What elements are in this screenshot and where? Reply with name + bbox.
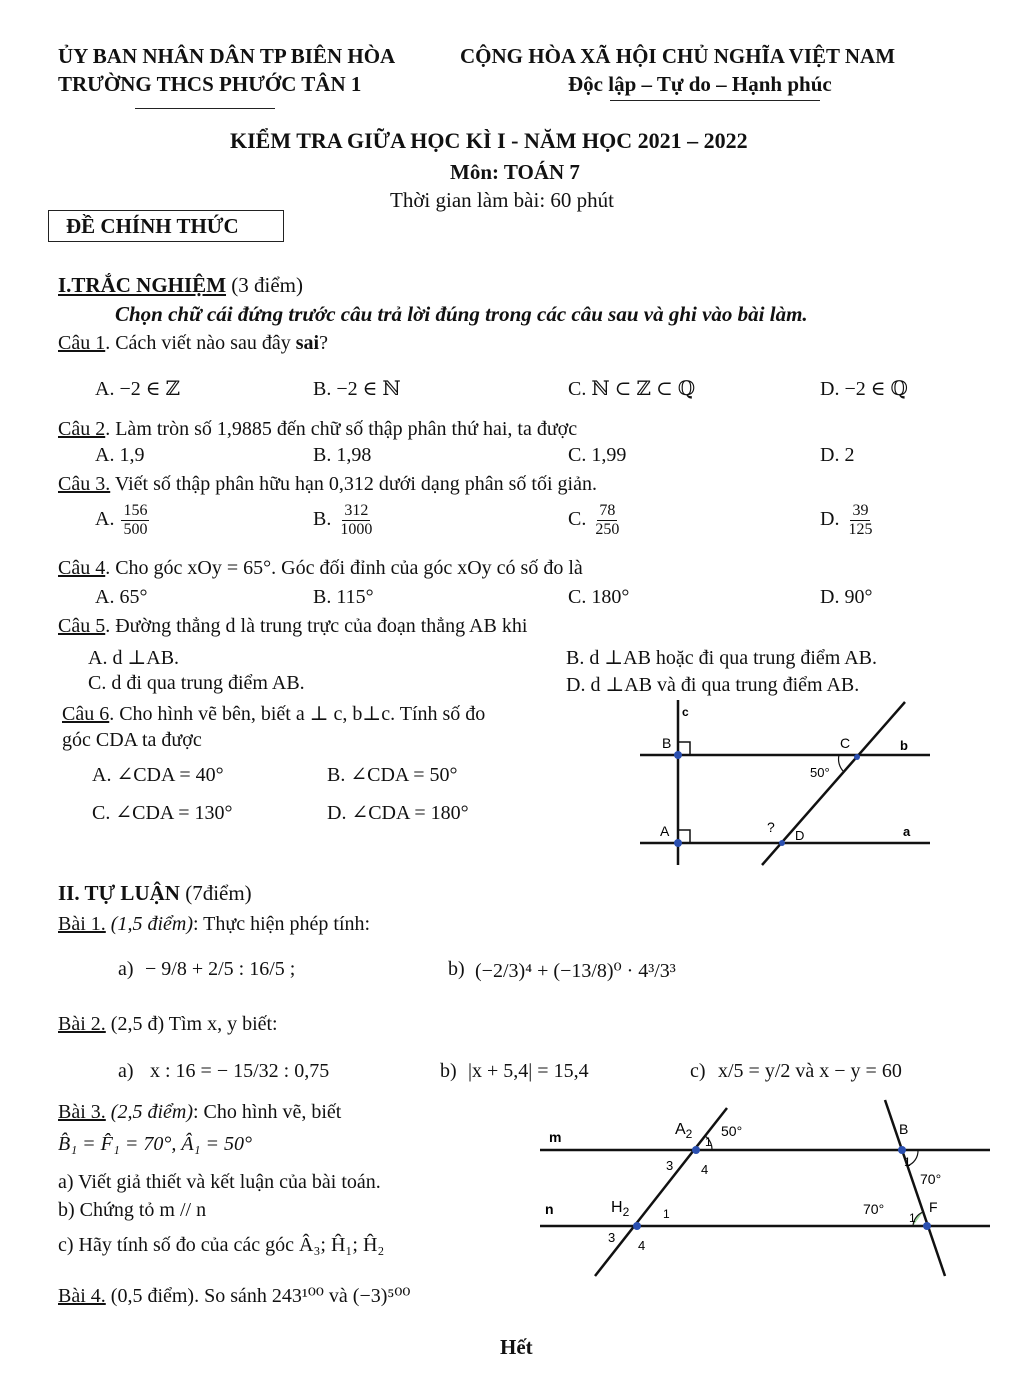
label-b: b: [900, 738, 908, 753]
q6-option-b: B. ∠CDA = 50°: [327, 764, 458, 786]
q3-a-den: 500: [123, 521, 148, 538]
q3-c-den: 250: [595, 521, 620, 538]
q1-option-d: D. −2 ∈ ℚ: [820, 378, 908, 400]
q1-option-b: B. −2 ∈ ℕ: [313, 378, 401, 400]
q2-option-b: B. 1,98: [313, 444, 372, 466]
header-right-underline: [610, 100, 820, 101]
part2-heading-text: II. TỰ LUẬN: [58, 881, 180, 905]
bai3-c: c) Hãy tính số đo của các góc Â₃; Ĥ₁; Ĥ₂: [58, 1234, 385, 1256]
q3-b-den: 1000: [340, 521, 373, 538]
q3-label: Câu 3.: [58, 473, 111, 495]
label-F: F: [929, 1199, 938, 1215]
official-label: ĐỀ CHÍNH THỨC: [66, 214, 239, 238]
q3-d-label: D.: [820, 508, 840, 531]
label-m: m: [549, 1129, 562, 1145]
bai3-text: : Cho hình vẽ, biết: [192, 1101, 342, 1123]
bai3-score: (2,5 điểm): [105, 1101, 193, 1123]
q3-d-num: 39: [852, 502, 869, 519]
label-B-angle1: 1: [904, 1155, 911, 1169]
label-c: c: [682, 705, 689, 719]
point-C: [854, 754, 860, 760]
label-a: a: [903, 824, 911, 839]
label-question: ?: [767, 819, 775, 835]
exam-title: KIỂM TRA GIỮA HỌC KÌ I - NĂM HỌC 2021 – 2022: [230, 128, 748, 153]
label-n: n: [545, 1201, 554, 1217]
bai3-b: b) Chứng tỏ m // n: [58, 1199, 207, 1221]
bai2-c-label: c): [690, 1060, 706, 1082]
label-C: C: [840, 735, 851, 751]
point-B: [674, 751, 682, 759]
part1-heading: [58, 273, 303, 298]
q4-label: Câu 4: [58, 557, 106, 579]
bai2-c-expr: x/5 = y/2 và x − y = 60: [718, 1060, 902, 1082]
angle-arc: [839, 755, 844, 772]
label-H-angle1: 1: [663, 1207, 670, 1221]
bai1-label: Bài 1.: [58, 913, 106, 935]
q2-option-c: C. 1,99: [568, 444, 627, 466]
q3-d-den: 125: [848, 521, 873, 538]
point-H: [633, 1222, 641, 1230]
q1-option-a: A. −2 ∈ ℤ: [95, 378, 181, 400]
point-A: [692, 1146, 700, 1154]
end-marker: Hết: [500, 1335, 533, 1359]
q1-option-c: C. ℕ ⊂ ℤ ⊂ ℚ: [568, 378, 696, 400]
label-50: 50°: [721, 1123, 743, 1139]
part2-points: (7điểm): [179, 881, 252, 905]
bai4-label: Bài 4.: [58, 1285, 106, 1307]
q6-option-a: A. ∠CDA = 40°: [92, 764, 224, 786]
point-D: [779, 840, 785, 846]
q2-stem: [58, 418, 577, 441]
q1-emph: sai: [295, 332, 320, 354]
bai1-score: (1,5 điểm): [105, 913, 193, 935]
q3-option-a: [95, 502, 151, 539]
bai3-label: Bài 3.: [58, 1101, 106, 1123]
q5-option-b: B. d ⊥AB hoặc đi qua trung điểm AB.: [566, 647, 878, 669]
part2-heading: [58, 881, 252, 906]
q4-text: . Cho góc xOy = 65°. Góc đối đỉnh của góc xOy có số đo là: [105, 557, 583, 579]
bai4-text: (0,5 điểm). So sánh 243¹⁰⁰ và (−3)⁵⁰⁰: [105, 1285, 411, 1307]
bai2-stem: [58, 1013, 278, 1036]
q6-label: Câu 6: [62, 703, 110, 725]
q1-text: . Cách viết nào sau đây: [105, 332, 296, 354]
q3-c-num: 78: [599, 502, 616, 519]
label-H-angle3: 3: [608, 1230, 616, 1245]
q3-option-d: [820, 502, 876, 539]
q3-a-num: 156: [123, 502, 148, 519]
q1-label: Câu 1: [58, 332, 106, 354]
label-A-angle1: 1: [705, 1135, 712, 1149]
label-A: A: [660, 823, 670, 839]
header-left-line1: ỦY BAN NHÂN DÂN TP BIÊN HÒA: [58, 44, 396, 68]
q2-label: Câu 2: [58, 418, 106, 440]
header-left-underline: [135, 108, 275, 109]
bai2-b-expr: |x + 5,4| = 15,4: [468, 1060, 589, 1082]
q4-option-a: A. 65°: [95, 586, 148, 608]
bai1-a-expr: − 9/8 + 2/5 : 16/5 ;: [145, 958, 296, 980]
bai2-text: (2,5 đ) Tìm x, y biết:: [105, 1013, 278, 1035]
label-A-angle3: 3: [666, 1158, 674, 1173]
bai2-label: Bài 2.: [58, 1013, 106, 1035]
q6-option-d: D. ∠CDA = 180°: [327, 802, 469, 824]
exam-subject: Môn: TOÁN 7: [450, 160, 580, 184]
bai1-b-label: b): [448, 958, 465, 980]
header-right-line2: Độc lập – Tự do – Hạnh phúc: [568, 72, 832, 96]
bai2-a-expr: x : 16 = − 15/32 : 0,75: [150, 1060, 330, 1082]
bai1-text: : Thực hiện phép tính:: [192, 913, 371, 935]
q4-option-d: D. 90°: [820, 586, 873, 608]
label-H-angle4: 4: [638, 1238, 646, 1253]
bai4-stem: [58, 1283, 410, 1308]
q5-option-a: A. d ⊥AB.: [88, 647, 180, 669]
q5-option-d: D. d ⊥AB và đi qua trung điểm AB.: [566, 674, 860, 696]
label-angle: 50°: [810, 765, 830, 780]
point-F: [923, 1222, 931, 1230]
q3-a-label: A.: [95, 508, 115, 531]
label-B: B: [899, 1121, 909, 1137]
label-H2: [611, 1199, 630, 1219]
exam-duration: Thời gian làm bài: 60 phút: [390, 188, 614, 212]
label-A2: [675, 1121, 693, 1141]
part1-instruction: Chọn chữ cái đứng trước câu trả lời đúng trong các câu sau và ghi vào bài làm.: [115, 302, 808, 326]
label-H2-sub: 2: [622, 1205, 630, 1219]
q2-option-d: D. 2: [820, 444, 855, 466]
label-A-angle4: 4: [701, 1162, 709, 1177]
q3-b-label: B.: [313, 508, 332, 531]
part1-heading-text: I.TRẮC NGHIỆM: [58, 273, 227, 297]
bai1-a-label: a): [118, 958, 134, 980]
bai3-given: B̂₁ = F̂₁ = 70°, Â₁ = 50°: [58, 1133, 252, 1155]
label-A2-sub: 2: [685, 1127, 693, 1141]
label-H2-letter: H: [611, 1199, 623, 1216]
figure-q6: [630, 700, 940, 870]
q3-option-c: [568, 502, 623, 539]
q3-stem: [58, 473, 597, 496]
q6-option-c: C. ∠CDA = 130°: [92, 802, 233, 824]
label-F-angle1: 1: [909, 1211, 916, 1225]
transversal-BF: [885, 1100, 945, 1276]
q1-stem: [58, 332, 328, 355]
part1-points: (3 điểm): [226, 273, 303, 297]
bai1-stem: [58, 913, 370, 936]
label-70-top: 70°: [920, 1171, 942, 1187]
bai2-b-label: b): [440, 1060, 457, 1082]
q5-text: . Đường thẳng d là trung trực của đoạn thẳng AB khi: [105, 615, 528, 637]
bai3-a: a) Viết giả thiết và kết luận của bài toán.: [58, 1171, 381, 1193]
q5-label: Câu 5: [58, 615, 106, 637]
bai2-a-label: a): [118, 1060, 134, 1082]
q5-option-c: C. d đi qua trung điểm AB.: [88, 672, 305, 694]
q4-option-b: B. 115°: [313, 586, 374, 608]
bai3-stem: [58, 1101, 341, 1124]
q6-text: . Cho hình vẽ bên, biết a ⊥ c, b⊥c. Tính số đo: [109, 703, 486, 725]
point-A: [674, 839, 682, 847]
header-right-line1: CỘNG HÒA XÃ HỘI CHỦ NGHĨA VIỆT NAM: [460, 44, 896, 68]
bai1-b-expr: (−2/3)⁴ + (−13/8)⁰ · 4³/3³: [475, 960, 676, 982]
q3-option-b: [313, 502, 376, 539]
q5-stem: [58, 615, 527, 638]
q3-text: Viết số thập phân hữu hạn 0,312 dưới dạng phân số tối giản.: [110, 473, 597, 495]
q1-end: ?: [319, 332, 328, 354]
q2-option-a: A. 1,9: [95, 444, 145, 466]
transversal-AH: [595, 1108, 727, 1276]
point-B: [898, 1146, 906, 1154]
header-left-line2: TRƯỜNG THCS PHƯỚC TÂN 1: [58, 72, 362, 96]
q2-text: . Làm tròn số 1,9885 đến chữ số thập phân thứ hai, ta được: [105, 418, 578, 440]
label-D: D: [795, 828, 805, 843]
label-A2-letter: A: [675, 1121, 686, 1138]
q6-stem: [62, 701, 485, 726]
q3-b-num: 312: [344, 502, 369, 519]
q4-stem: [58, 557, 583, 580]
q6-stem-line2: góc CDA ta được: [62, 729, 202, 751]
q3-c-label: C.: [568, 508, 587, 531]
q4-option-c: C. 180°: [568, 586, 630, 608]
figure-bai3: [535, 1098, 995, 1278]
label-B: B: [662, 735, 672, 751]
label-70-bottom: 70°: [863, 1201, 885, 1217]
